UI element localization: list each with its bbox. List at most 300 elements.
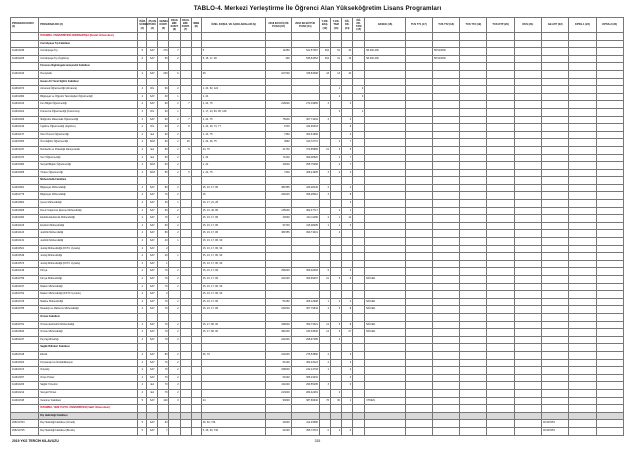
table-cell (342, 108, 353, 116)
table-cell (353, 367, 365, 375)
table-cell (514, 329, 541, 337)
table-cell (596, 184, 623, 192)
table-cell (432, 344, 459, 352)
table-cell: İSTANBUL YENİ YÜZYIL ÜNİVERSİTESİ (Vakıf Üniversitesi) (39, 405, 138, 413)
table-cell (514, 283, 541, 291)
table-cell (487, 215, 514, 223)
table-cell (405, 184, 432, 192)
table-cell (191, 245, 201, 253)
table-cell (569, 405, 596, 413)
table-cell (191, 124, 201, 132)
table-cell (569, 139, 596, 147)
table-cell: MÜCEK (365, 276, 405, 284)
table-row (11, 200, 624, 208)
table-cell (432, 374, 459, 382)
table-cell: 8 (342, 321, 353, 329)
table-cell: 40 (158, 238, 169, 246)
table-cell (514, 101, 541, 109)
table-cell: 232000 (266, 306, 291, 314)
table-cell (405, 215, 432, 223)
table-cell (319, 245, 330, 253)
table-cell (180, 359, 191, 367)
table-cell (460, 101, 487, 109)
table-cell: 4 (138, 367, 147, 375)
table-cell (487, 253, 514, 261)
table-cell (365, 359, 405, 367)
table-cell (405, 405, 432, 413)
table-cell (432, 146, 459, 154)
table-cell (596, 101, 623, 109)
table-cell (432, 124, 459, 132)
table-cell (365, 40, 405, 48)
table-cell (330, 405, 341, 413)
table-cell: 3 (330, 329, 341, 337)
table-cell (405, 162, 432, 170)
table-cell: 111610167 (11, 283, 39, 291)
table-cell (180, 162, 191, 170)
table-cell (353, 78, 365, 86)
table-cell: 30 (158, 93, 169, 101)
table-cell (542, 131, 569, 139)
table-cell: Ebelik (39, 351, 138, 359)
table-cell: 15, 16, 17, 86 (201, 184, 266, 192)
table-cell: 1 (169, 93, 180, 101)
table-cell (180, 192, 191, 200)
table-cell: 4 (138, 108, 147, 116)
table-cell: Odyoloji (39, 367, 138, 375)
column-header: KPSS-1 (23) (569, 18, 596, 33)
table-cell (460, 351, 487, 359)
table-cell (11, 33, 39, 41)
table-cell (569, 124, 596, 132)
table-cell (180, 336, 191, 344)
table-cell (487, 207, 514, 215)
table-cell (180, 245, 191, 253)
table-cell (596, 215, 623, 223)
table-cell (542, 86, 569, 94)
table-cell (514, 215, 541, 223)
table-cell: 5 (180, 169, 191, 177)
table-cell (169, 405, 180, 413)
column-header: ÖĞR. SÜRESİ (3) (138, 18, 147, 33)
table-cell (542, 101, 569, 109)
table-cell (460, 344, 487, 352)
table-cell: SAY (147, 116, 158, 124)
table-cell (266, 108, 291, 116)
table-cell: 10 (342, 70, 353, 78)
table-cell: 4 (138, 276, 147, 284)
table-cell (330, 382, 341, 390)
table-cell (353, 321, 365, 329)
table-cell: 5 (201, 48, 266, 56)
table-cell (432, 321, 459, 329)
table-cell: 4 (138, 268, 147, 276)
table-cell (319, 200, 330, 208)
table-cell (405, 116, 432, 124)
table-cell (319, 412, 330, 420)
table-cell: Cerrahpaşa Tıp (İngilizce) (39, 55, 138, 63)
table-cell: 111610791 (11, 321, 39, 329)
table-row (11, 48, 624, 56)
table-cell: 75000 (266, 116, 291, 124)
table-cell (330, 33, 341, 41)
table-cell (487, 420, 514, 428)
table-cell: 4 (138, 116, 147, 124)
table-cell (432, 40, 459, 48)
university-row (11, 33, 624, 41)
table-cell (191, 93, 201, 101)
table-cell (460, 139, 487, 147)
table-cell (460, 291, 487, 299)
table-cell (487, 230, 514, 238)
table-cell (191, 230, 201, 238)
table-cell: 390,71001 (291, 230, 319, 238)
table-cell (596, 359, 623, 367)
table-cell (542, 253, 569, 261)
table-cell (330, 344, 341, 352)
table-cell (596, 374, 623, 382)
table-cell (460, 207, 487, 215)
table-cell: 111610549 (11, 253, 39, 261)
table-cell (596, 389, 623, 397)
table-cell: SAY (147, 427, 158, 435)
table-cell (191, 162, 201, 170)
table-cell: 6700 (266, 124, 291, 132)
table-cell: 30 (158, 108, 169, 116)
table-cell: 111610237 (11, 336, 39, 344)
table-cell (353, 260, 365, 268)
table-cell (460, 70, 487, 78)
table-cell (201, 389, 266, 397)
table-cell: 2 (169, 336, 180, 344)
table-cell: 2 (169, 162, 180, 170)
table-cell (487, 427, 514, 435)
table-cell (432, 215, 459, 223)
table-cell (180, 268, 191, 276)
table-cell (487, 184, 514, 192)
table-cell: 111610422 (11, 108, 39, 116)
table-cell (514, 70, 541, 78)
table-cell: 1, 24, 52, 124 (201, 86, 266, 94)
table-cell (596, 268, 623, 276)
table-cell (432, 298, 459, 306)
table-cell (138, 405, 147, 413)
table-cell (432, 329, 459, 337)
table-cell (353, 374, 365, 382)
table-cell (191, 412, 201, 420)
table-cell (487, 162, 514, 170)
table-cell (596, 230, 623, 238)
table-cell (542, 192, 569, 200)
table-cell: 4 (138, 253, 147, 261)
table-cell (514, 397, 541, 405)
table-cell: 63 (158, 420, 169, 428)
column-header: OKUL BİR. KONT. (6) (170, 18, 179, 32)
table-cell (514, 86, 541, 94)
table-cell: 44600 (266, 420, 291, 428)
table-cell: 4 (138, 321, 147, 329)
table-cell: SAY (147, 192, 158, 200)
table-cell (11, 412, 39, 420)
table-cell: 4 (138, 162, 147, 170)
table-cell: 111610322 (11, 359, 39, 367)
table-cell (569, 367, 596, 375)
table-cell (487, 367, 514, 375)
table-cell: 1 (342, 397, 353, 405)
table-row (11, 116, 624, 124)
table-cell: 58.400.400 (365, 48, 405, 56)
table-row (11, 298, 624, 306)
table-row (11, 108, 624, 116)
table-cell (487, 139, 514, 147)
table-cell (169, 344, 180, 352)
table-cell (180, 93, 191, 101)
table-cell (342, 344, 353, 352)
table-cell (365, 131, 405, 139)
table-cell: İngilizce Öğretmenliği (İngilizce) (39, 124, 138, 132)
table-cell (342, 93, 353, 101)
table-cell: 4 (138, 93, 147, 101)
table-cell (514, 55, 541, 63)
table-cell (460, 116, 487, 124)
table-cell (460, 405, 487, 413)
table-cell: 111610065 (11, 169, 39, 177)
table-cell (460, 63, 487, 71)
table-cell (11, 40, 39, 48)
table-cell (596, 93, 623, 101)
table-cell (432, 420, 459, 428)
table-cell (596, 336, 623, 344)
table-cell (514, 108, 541, 116)
table-cell (460, 374, 487, 382)
table-cell: 1, 24 (201, 154, 266, 162)
table-cell: 367,70844 (291, 306, 319, 314)
table-cell (487, 200, 514, 208)
table-row (11, 86, 624, 94)
table-cell (353, 192, 365, 200)
table-cell (365, 101, 405, 109)
table-cell: 7 (342, 154, 353, 162)
table-cell (405, 344, 432, 352)
column-header: PUAN TÜRÜ (4) (147, 18, 158, 33)
table-cell: SAY (147, 48, 158, 56)
table-cell (432, 427, 459, 435)
table-cell (180, 382, 191, 390)
table-cell (191, 108, 201, 116)
table-cell (319, 420, 330, 428)
table-cell (569, 298, 596, 306)
table-cell (191, 48, 201, 56)
table-cell: 1 (330, 427, 341, 435)
table-cell: 15, 16, 17, 86, 90 (201, 291, 266, 299)
table-cell (460, 329, 487, 337)
table-cell: 1 (169, 108, 180, 116)
table-cell: 58.510630 (432, 55, 459, 63)
table-cell (353, 169, 365, 177)
table-cell: 433,28440 (291, 184, 319, 192)
table-cell: 272,19965 (291, 101, 319, 109)
table-cell: 428000 (266, 321, 291, 329)
table-cell: 111610070 (11, 154, 39, 162)
table-cell (514, 192, 541, 200)
table-cell: 80 (158, 230, 169, 238)
table-cell (11, 78, 39, 86)
table-cell: DİL (147, 124, 158, 132)
table-cell (405, 351, 432, 359)
table-cell (460, 389, 487, 397)
table-cell (319, 108, 330, 116)
table-cell (569, 33, 596, 41)
table-cell: Bilgisayar Mühendisliği (39, 192, 138, 200)
table-cell (596, 222, 623, 230)
table-cell: 15, 17, 86, 90 (201, 321, 266, 329)
table-cell (487, 405, 514, 413)
table-cell (266, 405, 291, 413)
table-cell (514, 93, 541, 101)
column-header: DUS (21) (514, 18, 541, 33)
table-cell (569, 192, 596, 200)
table-cell (514, 412, 541, 420)
table-cell (432, 367, 459, 375)
table-cell (460, 222, 487, 230)
table-cell (542, 200, 569, 208)
table-cell: 7460 (266, 131, 291, 139)
table-cell (319, 313, 330, 321)
table-cell (460, 154, 487, 162)
table-cell: 50 (158, 55, 169, 63)
table-cell (180, 33, 191, 41)
table-cell (266, 253, 291, 261)
table-cell: 4 (138, 245, 147, 253)
table-cell: 13 (342, 55, 353, 63)
table-cell (330, 124, 341, 132)
table-cell (266, 63, 291, 71)
table-cell (460, 146, 487, 154)
table-cell (487, 344, 514, 352)
table-cell (191, 336, 201, 344)
table-cell (147, 405, 158, 413)
table-cell (353, 351, 365, 359)
table-cell (365, 283, 405, 291)
table-cell (460, 131, 487, 139)
table-cell (330, 177, 341, 185)
table-cell (365, 238, 405, 246)
table-cell (542, 124, 569, 132)
table-cell (542, 260, 569, 268)
table-cell: 1 (169, 238, 180, 246)
table-cell: 3 (319, 382, 330, 390)
table-cell: Fizyoterapi ve Rehabilitasyon (39, 359, 138, 367)
table-cell (353, 329, 365, 337)
table-cell (487, 336, 514, 344)
table-cell: 1, 24 (201, 93, 266, 101)
table-cell: SAY (147, 207, 158, 215)
table-cell (138, 63, 147, 71)
table-cell: 2 (330, 298, 341, 306)
table-cell (432, 93, 459, 101)
table-cell (191, 351, 201, 359)
table-cell: Ortez-Protez (39, 374, 138, 382)
table-cell (569, 86, 596, 94)
table-cell (353, 184, 365, 192)
table-cell (487, 238, 514, 246)
table-cell: 111610804 (11, 200, 39, 208)
table-cell (460, 177, 487, 185)
table-cell (353, 268, 365, 276)
table-cell: Orman Mühendisliği (39, 329, 138, 337)
table-row (11, 397, 624, 405)
column-header: ÖĞ. OK. TAM (15) (353, 18, 365, 33)
table-cell (138, 313, 147, 321)
table-cell (432, 230, 459, 238)
table-cell (514, 313, 541, 321)
table-cell (266, 283, 291, 291)
table-cell: 350,73321 (291, 321, 319, 329)
table-cell (542, 33, 569, 41)
table-cell (432, 192, 459, 200)
table-cell (169, 420, 180, 428)
table-cell: EA (147, 146, 158, 154)
table-cell (291, 283, 319, 291)
table-cell: 1 (353, 108, 365, 116)
table-cell (191, 154, 201, 162)
table-cell (319, 253, 330, 261)
table-cell (180, 260, 191, 268)
table-cell (180, 230, 191, 238)
table-cell (596, 154, 623, 162)
table-cell: 70 (158, 359, 169, 367)
column-header: TUS T73 (19) (460, 18, 487, 33)
table-row (11, 306, 624, 314)
table-cell (569, 63, 596, 71)
programs-table (10, 17, 624, 436)
table-cell (514, 238, 541, 246)
table-cell (405, 245, 432, 253)
table-row (11, 245, 624, 253)
table-cell: 4 (138, 70, 147, 78)
table-cell (319, 207, 330, 215)
table-cell: 2 (169, 374, 180, 382)
table-cell (201, 344, 266, 352)
table-cell (365, 63, 405, 71)
table-cell: 221000 (266, 336, 291, 344)
table-cell (191, 268, 201, 276)
table-cell (432, 313, 459, 321)
table-cell (158, 78, 169, 86)
table-cell (169, 177, 180, 185)
table-cell: 111610092 (11, 215, 39, 223)
table-cell (138, 344, 147, 352)
table-cell (487, 116, 514, 124)
table-cell: 111610661 (11, 184, 39, 192)
table-cell (342, 63, 353, 71)
table-cell (319, 78, 330, 86)
table-cell (319, 124, 330, 132)
table-cell (353, 283, 365, 291)
table-cell (542, 230, 569, 238)
table-cell (291, 63, 319, 71)
table-cell (432, 177, 459, 185)
table-cell: 10 (342, 48, 353, 56)
table-cell (330, 420, 341, 428)
table-cell (169, 78, 180, 86)
table-cell (487, 55, 514, 63)
table-cell (291, 40, 319, 48)
table-cell: 111610419 (11, 124, 39, 132)
table-cell: 2 (169, 124, 180, 132)
table-cell: 30 (158, 200, 169, 208)
table-cell: 111610106 (11, 222, 39, 230)
